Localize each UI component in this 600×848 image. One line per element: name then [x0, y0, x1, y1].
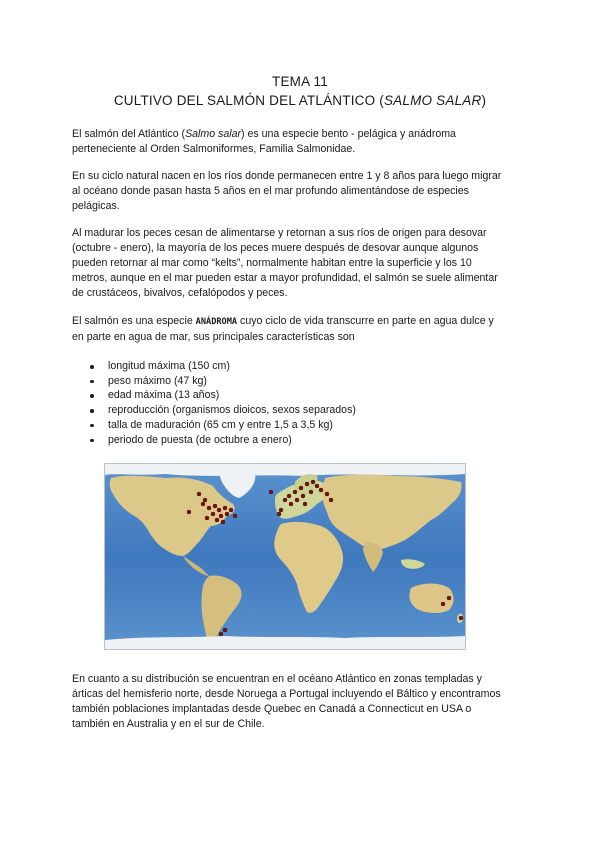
occurrence-dot	[289, 502, 293, 506]
feature-item: periodo de puesta (de octubre a enero)	[108, 433, 548, 448]
cycle-line1: En su ciclo natural nacen en los ríos donde permanecen entre 1 y 8 años para luego migrar	[72, 170, 502, 182]
distribution-line1: En cuanto a su distribución se encuentran en el océano Atlántico en zonas templadas y	[72, 673, 482, 685]
occurrence-dot	[233, 514, 237, 518]
cycle-paragraph	[72, 169, 532, 214]
feature-item: peso máximo (47 kg)	[108, 374, 548, 389]
feature-item: longitud máxima (150 cm)	[108, 359, 548, 374]
occurrence-dot	[217, 508, 221, 512]
distribution-line2: árticas del hemisferio norte, desde Noruega a Portugal incluyendo el Báltico y encontramos	[72, 688, 501, 700]
anadroma-pre: El salmón es una especie	[72, 315, 196, 327]
occurrence-dot	[325, 492, 329, 496]
occurrence-dot	[221, 520, 225, 524]
occurrence-dot	[315, 484, 319, 488]
features-list	[72, 359, 548, 447]
cycle-line3: pelágicas.	[72, 200, 120, 212]
maturation-paragraph	[72, 226, 532, 301]
occurrence-dot	[287, 494, 291, 498]
occurrence-dot	[211, 512, 215, 516]
occurrence-dot	[319, 488, 323, 492]
maturation-line5: de crustáceos, bivalvos, cefalópodos y peces.	[72, 287, 288, 299]
world-map-svg	[105, 464, 465, 649]
occurrence-dot	[223, 628, 227, 632]
occurrence-dot	[219, 514, 223, 518]
occurrence-dot	[309, 490, 313, 494]
title-block	[60, 72, 540, 110]
intro-post1: ) es una especie bento - pelágica y anádroma	[241, 128, 456, 140]
occurrence-dot	[229, 508, 233, 512]
occurrence-dot	[269, 490, 273, 494]
maturation-line4: metros, aunque en el mar pueden estar a mayor profundidad, el salmón se suele alimentar	[72, 272, 498, 284]
occurrence-dot	[225, 512, 229, 516]
occurrence-dot	[305, 482, 309, 486]
occurrence-dot	[283, 498, 287, 502]
occurrence-dot	[207, 506, 211, 510]
feature-item: edad máxima (13 años)	[108, 388, 548, 403]
occurrence-dot	[293, 490, 297, 494]
occurrence-dot	[219, 632, 223, 636]
intro-paragraph	[72, 127, 532, 157]
occurrence-dot	[329, 498, 333, 502]
maturation-line3: pueden retornar al mar como “kelts”, normalmente habitan entre la superficie y los 10	[72, 257, 472, 269]
anadroma-line2: en parte en agua de mar, sus principales características son	[72, 331, 355, 343]
title-species: SALMO SALAR	[383, 93, 482, 108]
occurrence-dot	[213, 504, 217, 508]
intro-species: Salmo salar	[185, 128, 241, 140]
anadroma-post: cuyo ciclo de vida transcurre en parte en agua dulce y	[237, 315, 494, 327]
distribution-map	[104, 463, 466, 650]
occurrence-dot	[205, 516, 209, 520]
page-title	[60, 91, 540, 110]
topic-number: TEMA 11	[272, 74, 328, 89]
intro-post2: perteneciente al Orden Salmoniformes, Familia Salmonidae.	[72, 143, 356, 155]
distribution-paragraph	[72, 672, 532, 732]
occurrence-dot	[197, 492, 201, 496]
occurrence-dot	[301, 494, 305, 498]
antarctica	[105, 636, 465, 649]
occurrence-dot	[303, 502, 307, 506]
occurrence-dot	[441, 602, 445, 606]
occurrence-dot	[311, 480, 315, 484]
occurrence-dot	[215, 518, 219, 522]
occurrence-dot	[203, 498, 207, 502]
occurrence-dot	[201, 502, 205, 506]
intro-pre: El salmón del Atlántico (	[72, 128, 186, 140]
occurrence-dot	[447, 596, 451, 600]
anadroma-paragraph	[72, 314, 532, 345]
occurrence-dot	[295, 498, 299, 502]
maturation-line2: (octubre - enero), la mayoría de los peces muere después de desovar aunque algunos	[72, 242, 479, 254]
occurrence-dot	[299, 486, 303, 490]
distribution-line3: también poblaciones implantadas desde Quebec en Canadá a Connecticut en USA o	[72, 703, 472, 715]
feature-item: talla de maduración (65 cm y entre 1,5 a 3,5 kg)	[108, 418, 548, 433]
cycle-line2: al océano donde pasan hasta 5 años en el mar profundo alimentándose de especies	[72, 185, 469, 197]
occurrence-dot	[459, 616, 463, 620]
occurrence-dot	[187, 510, 191, 514]
anadroma-keyword: ANÁDROMA	[195, 317, 238, 327]
title-prefix: CULTIVO DEL SALMÓN DEL ATLÁNTICO (	[113, 93, 384, 108]
distribution-line4: también en Australia y en el sur de Chile.	[72, 718, 265, 730]
title-suffix: )	[481, 93, 487, 108]
occurrence-dot	[223, 506, 227, 510]
feature-item: reproducción (organismos dioicos, sexos separados)	[108, 403, 548, 418]
occurrence-dot	[279, 508, 283, 512]
arctic-ice	[105, 464, 465, 476]
maturation-line1: Al madurar los peces cesan de alimentarse y retornan a sus ríos de origen para desovar	[72, 227, 487, 239]
occurrence-dot	[277, 512, 281, 516]
